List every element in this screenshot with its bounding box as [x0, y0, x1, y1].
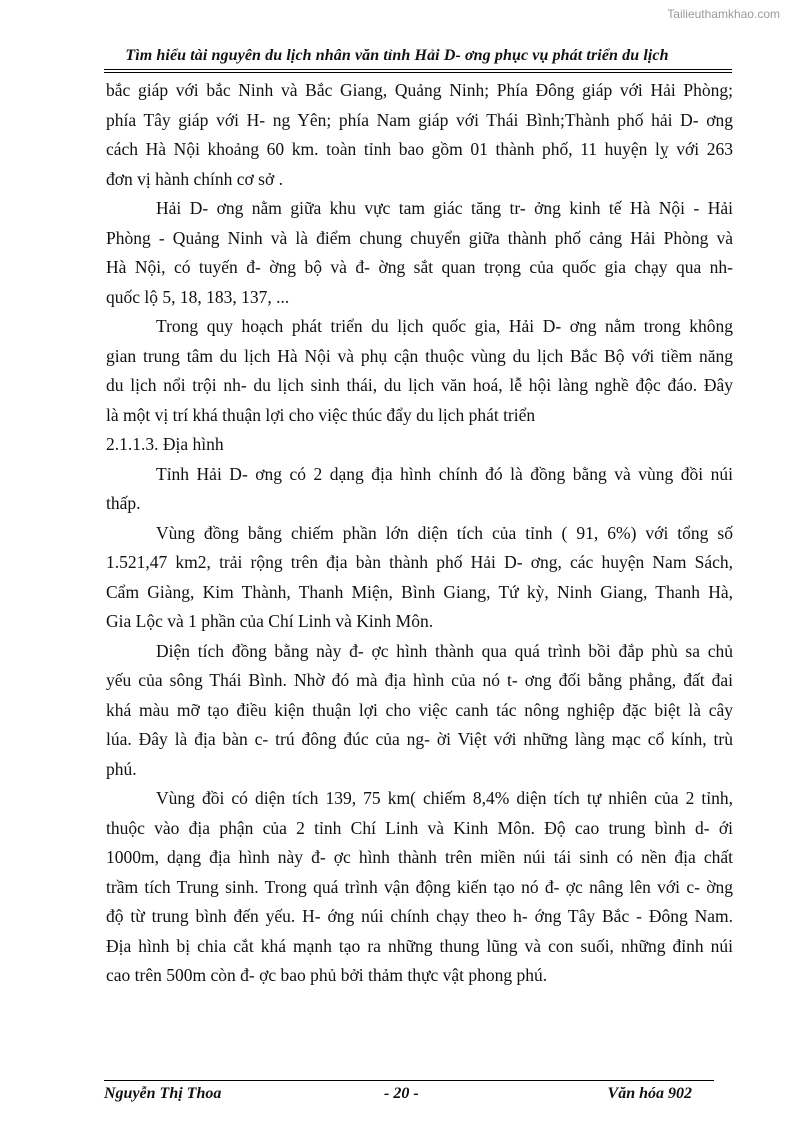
text-line: Vùng đồng bằng chiếm phần lớn diện tích của tỉnh ( 91, 6%) với tổng số — [156, 522, 733, 543]
text-line: 2.1.1.3. Địa hình — [106, 434, 224, 454]
text-line: gian trung tâm du lịch Hà Nội và phụ cận thuộc vùng du lịch Bắc Bộ với tiềm năng — [106, 345, 733, 366]
watermark: Tailieuthamkhao.com — [667, 7, 780, 21]
page-number: - 20 - — [384, 1085, 419, 1102]
text-line: yếu của sông Thái Bình. Nhờ đó mà địa hình của nó t- ơng đối bằng phẳng, đất đai — [106, 670, 733, 690]
text-line: Diện tích đồng bằng này đ- ợc hình thành qua quá trình bồi đắp phù sa chủ — [156, 640, 733, 661]
text-line: Trong quy hoạch phát triển du lịch quốc gia, Hải D- ơng nằm trong không — [156, 316, 733, 336]
footer-rule — [104, 1080, 714, 1081]
text-line: lúa. Đây là địa bàn c- trú đông đúc của ng- ời Việt với những làng mạc cổ kính, trù — [106, 729, 733, 749]
text-line: đơn vị hành chính cơ sở . — [106, 168, 283, 189]
text-line: Hải D- ơng nằm giữa khu vực tam giác tăng tr- ởng kinh tế Hà Nội - Hải — [156, 198, 733, 218]
header-rule-thin — [104, 72, 732, 73]
text-line: khá màu mỡ tạo điều kiện thuận lợi cho việc canh tác nông nghiệp đặc biệt là cây — [106, 699, 733, 720]
text-line: độ từ trung bình đến yếu. H- ớng núi chính chạy theo h- ớng Tây Bắc - Đông Nam. — [106, 906, 733, 926]
header-rule — [104, 69, 732, 70]
running-header: Tìm hiểu tài nguyên du lịch nhân văn tỉnh Hải D- ơng phục vụ phát triển du lịch — [125, 47, 669, 64]
text-line: du lịch nổi trội nh- du lịch sinh thái, du lịch văn hoá, lễ hội làng nghề độc đáo. Đây — [106, 375, 733, 395]
footer-course: Văn hóa 902 — [607, 1085, 692, 1102]
text-line: Vùng đồi có diện tích 139, 75 km( chiếm 8,4% diện tích tự nhiên của 2 tỉnh, — [156, 788, 733, 808]
text-line: Địa hình bị chia cắt khá mạnh tạo ra những thung lũng và con suối, những đỉnh núi — [106, 935, 733, 956]
text-line: Phòng - Quảng Ninh và là điểm chung chuyển giữa thành phố cảng Hải Phòng và — [106, 227, 733, 248]
text-line: Hà Nội, có tuyến đ- ờng bộ và đ- ờng sắt quan trọng của quốc gia chạy qua nh- — [106, 257, 733, 277]
text-line: quốc lộ 5, 18, 183, 137, ... — [106, 286, 290, 307]
text-line: trầm tích Trung sinh. Trong quá trình vận động kiến tạo nó đ- ợc nâng lên với c- ờng — [106, 876, 733, 897]
text-line: thuộc vào địa phận của 2 tỉnh Chí Linh và Kinh Môn. Độ cao trung bình d- ới — [106, 817, 733, 838]
text-line: cao trên 500m còn đ- ợc bao phủ bởi thảm thực vật phong phú. — [106, 965, 548, 985]
text-line: thấp. — [106, 493, 141, 513]
text-line: bắc giáp với bắc Ninh và Bắc Giang, Quảng Ninh; Phía Đông giáp với Hải Phòng; — [106, 80, 733, 100]
text-line: Cẩm Giàng, Kim Thành, Thanh Miện, Bình Giang, Tứ kỳ, Ninh Giang, Thanh Hà, — [106, 581, 733, 602]
text-line: Gia Lộc và 1 phần của Chí Linh và Kinh Môn. — [106, 611, 434, 631]
text-line: Tỉnh Hải D- ơng có 2 dạng địa hình chính đó là đồng bằng và vùng đồi núi — [156, 463, 733, 484]
text-line: 1000m, dạng địa hình này đ- ợc hình thành trên miền núi tái sinh có nền địa chất — [106, 847, 733, 867]
text-line: là một vị trí khá thuận lợi cho việc thúc đẩy du lịch phát triển — [106, 404, 536, 425]
text-line: 1.521,47 km2, trải rộng trên địa bàn thành phố Hải D- ơng, các huyện Nam Sách, — [106, 552, 733, 572]
footer-author: Nguyễn Thị Thoa — [104, 1085, 222, 1102]
body-text — [106, 76, 733, 991]
text-line: cách Hà Nội khoảng 60 km. toàn tỉnh bao gồm 01 thành phố, 11 huyện lỵ với 263 — [106, 139, 733, 159]
footer — [104, 1085, 692, 1107]
text-line: phú. — [106, 758, 137, 779]
text-line: phía Tây giáp với H- ng Yên; phía Nam giáp với Thái Bình;Thành phố hải D- ơng — [106, 109, 733, 130]
